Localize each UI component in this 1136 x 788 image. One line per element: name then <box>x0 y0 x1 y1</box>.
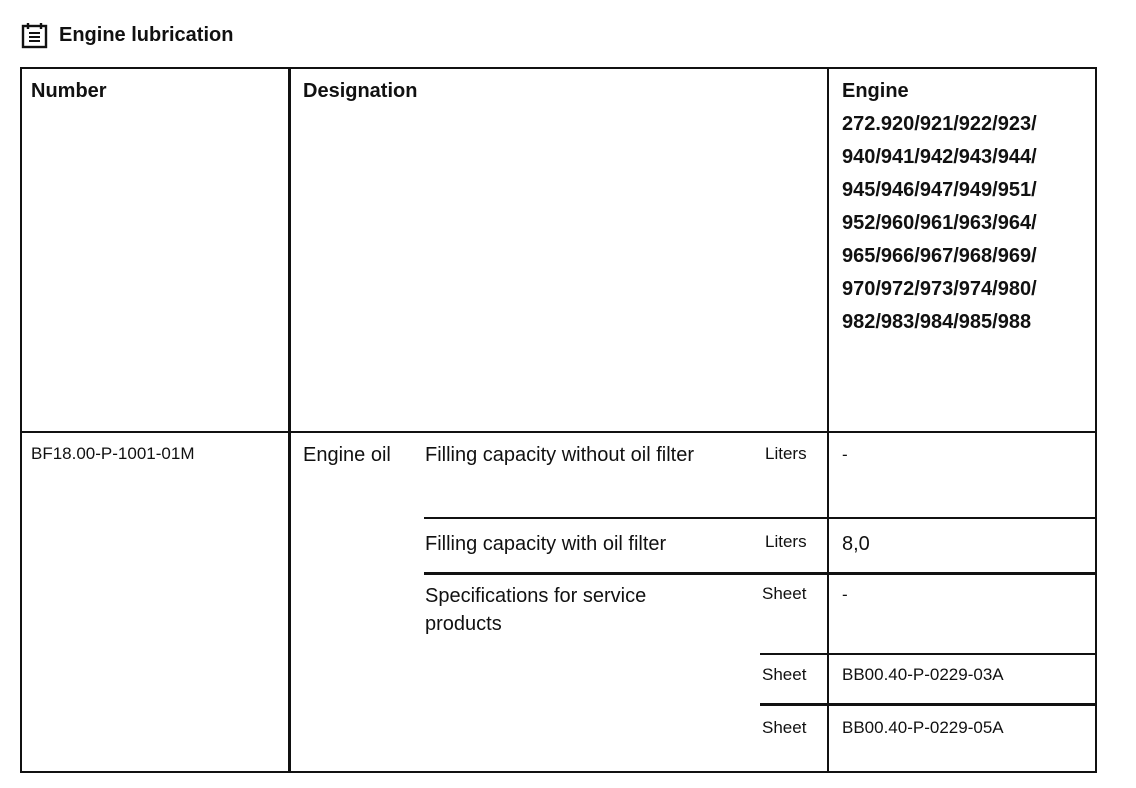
engine-models-line: 945/946/947/949/951/ <box>842 179 1037 201</box>
item-label: Filling capacity with oil filter <box>425 533 667 555</box>
section-heading <box>20 18 233 52</box>
item-label <box>425 582 646 638</box>
sheet-reference-link[interactable]: BB00.40-P-0229-05A <box>842 718 1004 737</box>
item-unit: Sheet <box>762 584 807 603</box>
engine-models-line: 965/966/967/968/969/ <box>842 245 1037 267</box>
item-unit: Sheet <box>762 718 807 737</box>
item-divider-4 <box>760 703 1097 706</box>
item-value: - <box>842 445 848 464</box>
item-unit: Liters <box>765 532 807 551</box>
header-number: Number <box>31 80 107 102</box>
section-title: Engine lubrication <box>59 23 234 46</box>
document-number-link[interactable]: BF18.00-P-1001-01M <box>31 444 195 463</box>
engine-models-line: 952/960/961/963/964/ <box>842 212 1037 234</box>
item-value: 8,0 <box>842 533 870 555</box>
header-designation: Designation <box>303 80 418 102</box>
item-divider-3 <box>760 653 1097 655</box>
document-list-icon <box>20 20 50 50</box>
engine-models-line: 982/983/984/985/988 <box>842 311 1032 333</box>
designation-engine-oil: Engine oil <box>303 444 391 466</box>
item-divider-2 <box>424 572 1097 575</box>
item-label-line: Specifications for service <box>425 585 647 607</box>
item-unit: Sheet <box>762 665 807 684</box>
item-value: - <box>842 585 848 604</box>
column-divider-designation <box>827 68 829 773</box>
column-divider-number <box>288 68 291 773</box>
item-unit: Liters <box>765 444 807 463</box>
header-engine <box>842 75 1037 339</box>
sheet-reference-link[interactable]: BB00.40-P-0229-03A <box>842 665 1004 684</box>
engine-models-line: 272.920/921/922/923/ <box>842 113 1037 135</box>
engine-models-line: 940/941/942/943/944/ <box>842 146 1037 168</box>
engine-models-line: 970/972/973/974/980/ <box>842 278 1037 300</box>
header-row-divider <box>20 431 1097 433</box>
item-divider-1 <box>424 517 1097 519</box>
item-label: Filling capacity without oil filter <box>425 444 694 466</box>
item-label-line: products <box>425 613 502 635</box>
header-engine-label: Engine <box>842 80 909 102</box>
